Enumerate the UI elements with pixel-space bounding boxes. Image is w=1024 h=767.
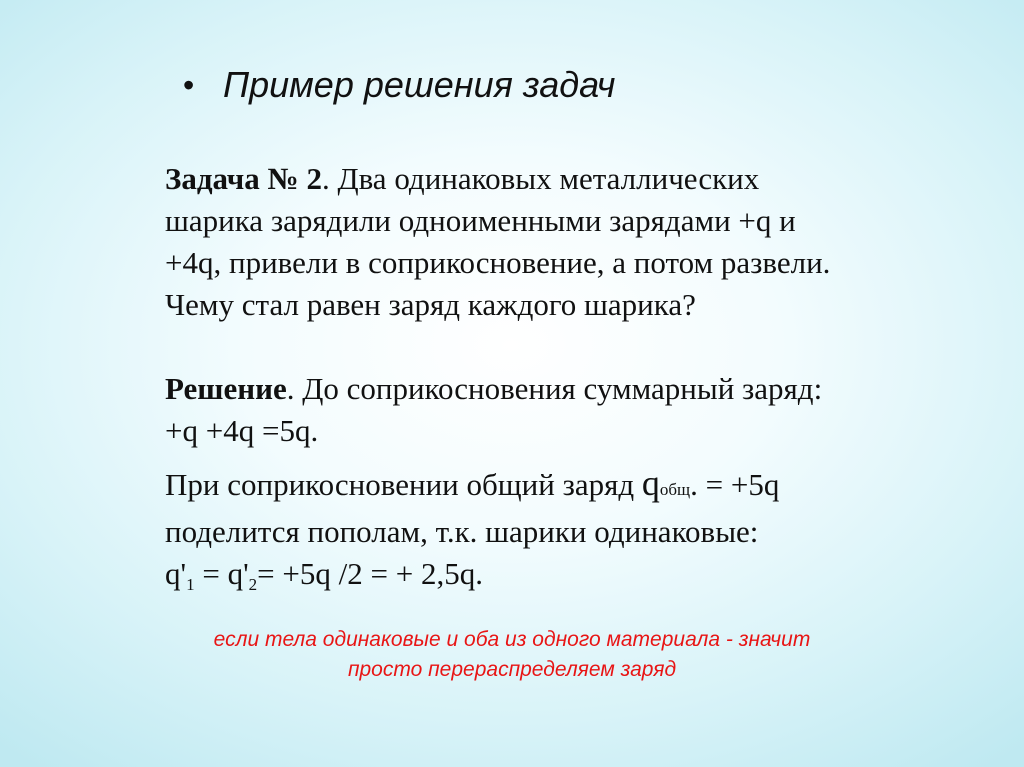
slide-title: Пример решения задач	[223, 64, 616, 105]
problem-statement	[165, 158, 925, 326]
problem-line-4: Чему стал равен заряд каждого шарика?	[165, 287, 696, 322]
q-total-subscript: общ	[659, 480, 691, 499]
red-note	[140, 625, 884, 685]
note-line-1: если тела одинаковые и оба из одного материала - значит	[213, 628, 811, 651]
solution-block	[165, 368, 925, 452]
q-total-symbol: q	[641, 463, 660, 503]
contact-explanation	[165, 462, 925, 606]
formula-q2: = q'	[194, 556, 249, 591]
contact-line-1-start: При соприкосновении общий заряд	[165, 467, 642, 502]
problem-line-2: шарика зарядили одноименными зарядами +q и	[165, 203, 796, 238]
problem-line-1-text: . Два одинаковых металлических	[321, 161, 760, 196]
contact-line-1-end: . = +5q	[690, 467, 780, 502]
slide-title-row	[183, 64, 615, 106]
formula-result: = +5q /2 = + 2,5q.	[257, 556, 483, 591]
solution-label: Решение	[165, 371, 287, 406]
problem-line-3: +4q, привели в соприкосновение, а потом развели.	[165, 245, 831, 280]
note-line-2: просто перераспределяем заряд	[347, 658, 677, 681]
bullet-icon: •	[183, 66, 195, 103]
problem-label: Задача № 2	[165, 161, 322, 196]
solution-line-2: +q +4q =5q.	[165, 413, 319, 448]
contact-line-1	[165, 462, 925, 511]
solution-line-1	[165, 368, 925, 410]
solution-line-1-text: . До соприкосновения суммарный заряд:	[286, 371, 823, 406]
formula-sub-1: 1	[186, 575, 195, 594]
contact-line-2: поделится пополам, т.к. шарики одинаковые:	[165, 514, 759, 549]
formula-q1: q'	[165, 556, 187, 591]
problem-line-1	[165, 158, 925, 200]
formula-sub-2: 2	[248, 575, 258, 594]
result-formula	[165, 553, 925, 606]
